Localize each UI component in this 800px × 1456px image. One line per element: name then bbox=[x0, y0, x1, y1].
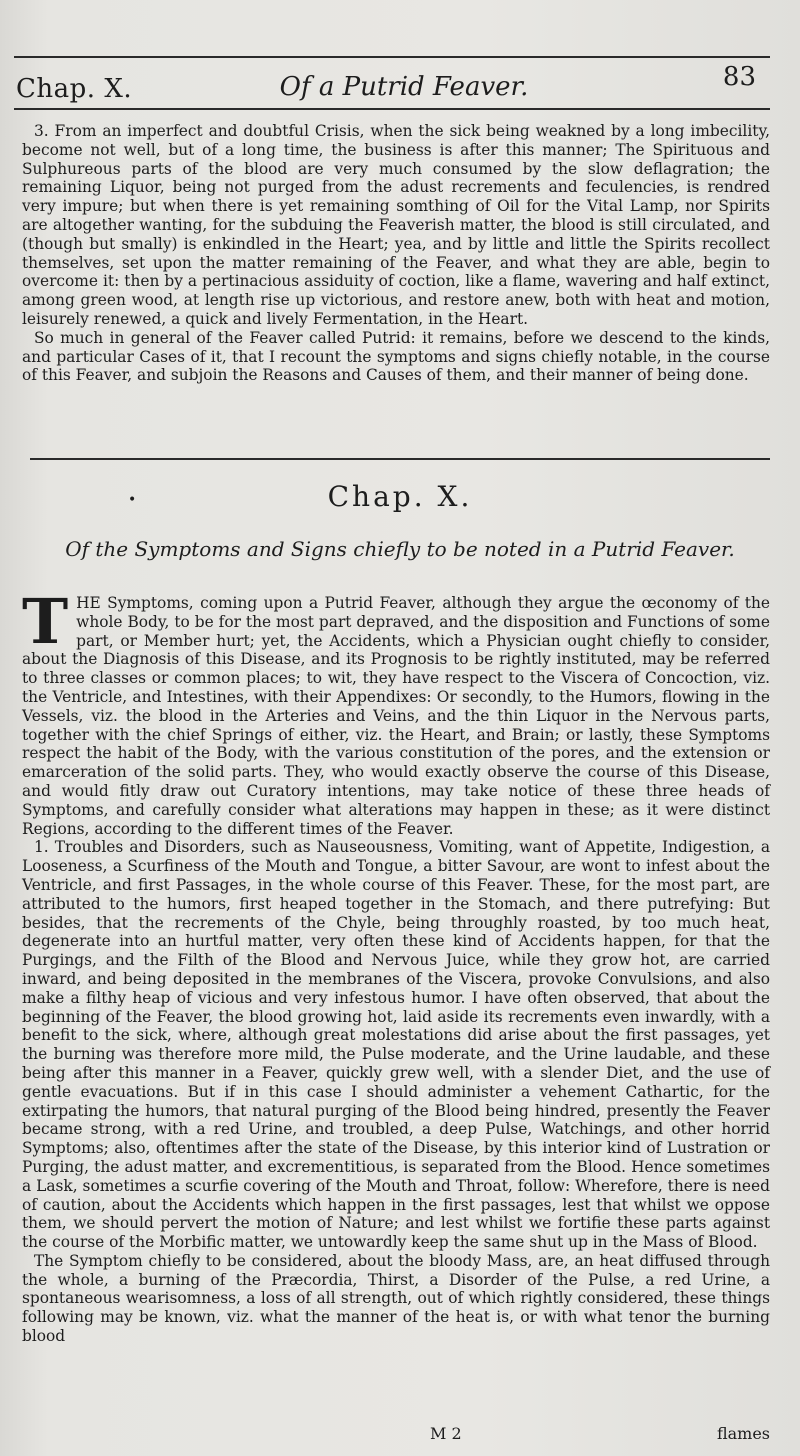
crisis-paragraph: 3. From an imperfect and doubtful Crisis, when the sick being weakned by a long imbecility, become not well, but of a long time, the business is after this manner; The Spirituous and Sulphureous parts of the blood are very much consumed by the slow deflagration; the remaining Liquor, being not purged from the adust recrements and feculencies, is rendred very impure; but when there is yet remaining somthing of Oil for the Vital Lamp, nor Spirits are altogether wanting, for the subduing the Feaverish matter, the blood is still circulated, and (though but smally) is enkindled in the Heart; yea, and by little and little the Spirits recollect themselves, set upon the matter remaining of the Feaver, and what they are able, begin to overcome it: then by a pertinacious assiduity of coction, like a flame, wavering and half extinct, among green wood, at length rise up victorious, and restore anew, both with heat and motion, leisurely renewed, a quick and lively Fermentation, in the Heart. bbox=[22, 122, 770, 328]
chapter-subtitle: Of the Symptoms and Signs chiefly to be noted in a Putrid Feaver. bbox=[65, 537, 735, 561]
chapter-label: Chap. X. bbox=[16, 74, 133, 104]
chapter-number: X. bbox=[437, 480, 473, 513]
header-top-rule bbox=[14, 56, 770, 58]
ornament-dot: • bbox=[128, 492, 137, 508]
chapter-word: Chap. bbox=[327, 480, 426, 513]
page-number: 83 bbox=[722, 62, 756, 92]
chapter-heading bbox=[0, 480, 800, 513]
signature-mark: M 2 bbox=[430, 1424, 462, 1443]
summary-paragraph: So much in general of the Feaver called Putrid: it remains, before we descend to the kinds, and particular Cases of it, that I recount the symptoms and signs chiefly notable, in the course of this Feaver, and subjoin the Reasons and Causes of them, and their manner of being done. bbox=[22, 328, 770, 385]
drop-cap: T bbox=[22, 585, 69, 658]
disorders-paragraph: 1. Troubles and Disorders, such as Nauseousness, Vomiting, want of Appetite, Indigestion, a Looseness, a Scurfiness of the Mouth and Tongue, a bitter Savour, are wont to infest about the Ventricle, and first Passages, in the whole course of this Feaver. These, for the most part, are attributed to the humors, first heaped together in the Stomach, and there putrefying: But besides, that the recrements of the Chyle, being throughly roasted, by too much heat, degenerate into an hurtful matter, very often these kind of Accidents happen, for that the Purgings, and the Filth of the Blood and Nervous Juice, while they grow hot, are carried inward, and being deposited in the membranes of the Viscera, provoke Convulsions, and also make a filthy heap of vicious and very infestous humor. I have often observed, that about the beginning of the Feaver, the blood growing hot, laid aside its recrements even inwardly, with a benefit to the sick, where, although great molestations did arise about the first passages, yet the burning was therefore more mild, the Pulse moderate, and the Urine laudable, and these being after this manner in a Feaver, quickly grew well, with a slender Diet, and the use of gentle evacuations. But if in this case I should administer a vehement Cathartic, for the extirpating the humors, that natural purging of the Blood being hindred, presently the Feaver became strong, with a red Urine, and troubled, a deep Pulse, Watchings, and other horrid Symptoms; also, oftentimes after the state of the Disease, by this interior kind of Lustration or Purging, the adust matter, and excrementitious, is separated from the Blood. Hence sometimes a Lask, sometimes a scurfie covering of the Mouth and Throat, follow: Wherefore, there is need of caution, about the Accidents which happen in the first passages, lest that whilst we oppose them, we should pervert the motion of Nature; and lest whilst we fortifie these parts against the course of the Morbific matter, we untowardly keep the same shut up in the Mass of Blood. bbox=[22, 838, 770, 1252]
top-section bbox=[22, 122, 770, 385]
running-title: Of a Putrid Feaver. bbox=[279, 72, 529, 102]
section-divider bbox=[30, 458, 770, 460]
header-bottom-rule bbox=[14, 108, 770, 110]
bloody-mass-paragraph: The Symptom chiefly to be considered, about the bloody Mass, are, an heat diffused through the whole, a burning of the Præcordia, Thirst, a Disorder of the Pulse, a red Urine, a spontaneous wearisomness, a loss of all strength, out of which rightly considered, these things following may be known, viz. what the manner of the heat is, or with what tenor the burning blood bbox=[22, 1251, 770, 1346]
main-text bbox=[22, 585, 770, 1346]
running-header bbox=[14, 62, 770, 106]
catchword: flames bbox=[716, 1424, 770, 1443]
opening-paragraph bbox=[22, 585, 770, 838]
opening-paragraph-text: HE Symptoms, coming upon a Putrid Feaver, although they argue the œconomy of the whole Body, to be for the most part depraved, and the disposition and Functions of some part, or Member hurt; yet, the Accidents, which a Physician ought chiefly to consider, about the Diagnosis of this Disease, and its Prognosis to be rightly instituted, may be referred to three classes or common places; to wit, they have respect to the Viscera of Concoction, viz. the Ventricle, and Intestines, with their Appendixes: Or secondly, to the Humors, flowing in the Vessels, viz. the blood in the Arteries and Veins, and the thin Liquor in the Nervous parts, together with the chief Springs of either, viz. the Heart, and Brain; or lastly, these Symptoms respect the habit of the Body, with the various constitution of the pores, and the extension or emarceration of the solid parts. They, who would exactly observe the course of this Disease, and would fitly draw out Curatory intentions, may take notice of these three heads of Symptoms, and carefully consider what alterations may happen in these; as it were distinct Regions, according to the different times of the Feaver. bbox=[22, 594, 770, 838]
page-footer bbox=[0, 1424, 800, 1444]
